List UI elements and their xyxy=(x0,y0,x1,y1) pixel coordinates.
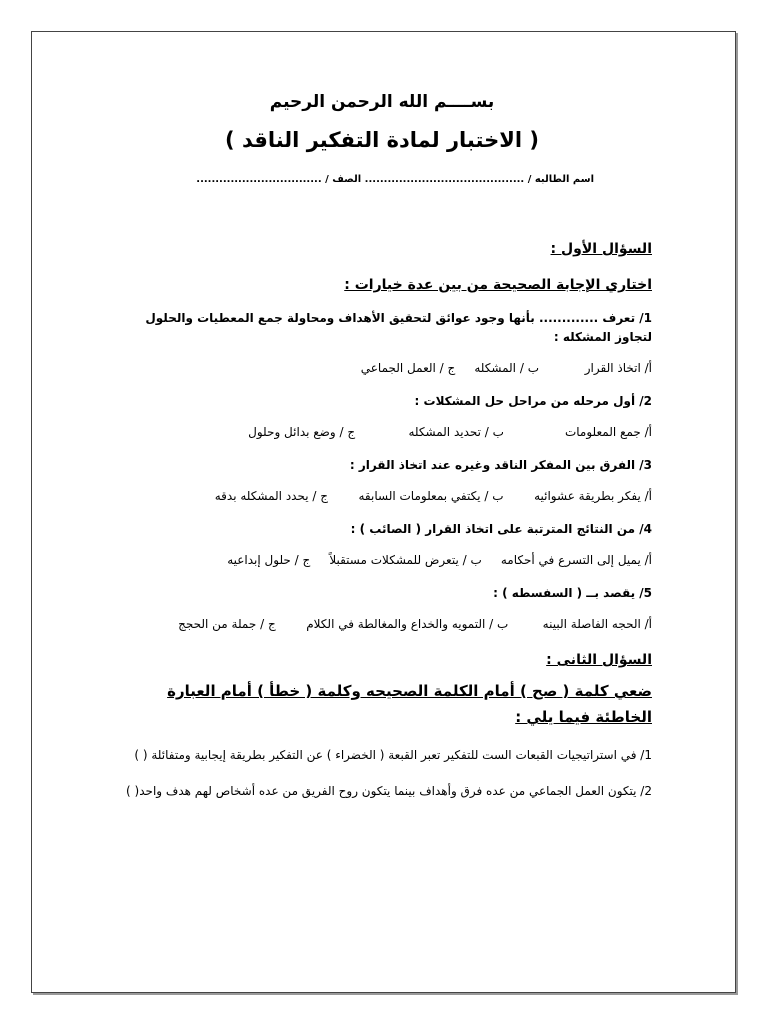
q1-item-5-options: أ/ الحجه الفاصلة البينه ب / التمويه والخداع والمغالطة في الكلام ج / جملة من الحجج xyxy=(178,617,652,631)
exam-title: ( الاختبار لمادة التفكير الناقد ) xyxy=(225,128,539,152)
question2-instruction: ضعي كلمة ( صح ) أمام الكلمة الصحيحه وكلمة ( خطأ ) أمام العبارة الخاطئة فيما يلي : xyxy=(167,682,652,726)
q2-statement-2: 2/ يتكون العمل الجماعي من عده فرق وأهداف بينما يتكون روح الفريق من عده أشخاص لهم هدف واحد( ) xyxy=(126,784,652,798)
q1-item-5-question: 5/ يقصد بــ ( السفسطه ) : xyxy=(493,586,652,600)
q1-item-1-options: أ/ اتخاذ القرار ب / المشكله ج / العمل الجماعي xyxy=(360,361,652,375)
q1-item-2-options: أ/ جمع المعلومات ب / تحديد المشكله ج / وضع بدائل وحلول xyxy=(248,425,652,439)
q1-item-1-question: 1/ تعرف ............. بأنها وجود عوائق لتحقيق الأهداف ومحاولة جمع المعطيات والحلول لتجاوز المشكله : xyxy=(145,311,652,344)
exam-document xyxy=(112,84,652,802)
basmala: بســــم الله الرحمن الرحيم xyxy=(269,92,495,112)
q2-statement-1: 1/ في استراتيجيات القبعات الست للتفكير تعبر القبعة ( الخضراء ) عن التفكير بطريقة إيجابية ومتفائلة ( ) xyxy=(134,748,652,762)
q1-item-3-options: أ/ يفكر بطريقة عشوائيه ب / يكتفي بمعلومات السابقه ج / يحدد المشكله بدقه xyxy=(214,489,652,503)
question1-heading: السؤال الأول : xyxy=(550,241,652,257)
question2-heading: السؤال الثانى : xyxy=(546,652,652,668)
q1-item-2-question: 2/ أول مرحله من مراحل حل المشكلات : xyxy=(414,394,652,408)
q1-item-4-question: 4/ من النتائج المترتبة على اتخاذ القرار ( الصائب ) : xyxy=(350,522,652,536)
q1-item-3-question: 3/ الفرق بين المفكر الناقد وغيره عند اتخاذ القرار : xyxy=(349,458,652,472)
question1-instruction: اختاري الإجابة الصحيحة من بين عدة خيارات : xyxy=(344,277,652,293)
q1-item-4-options: أ/ يميل إلى التسرع في أحكامه ب / يتعرض للمشكلات مستقبلاً ج / حلول إبداعيه xyxy=(227,553,652,567)
student-info-line: اسم الطالبه / .......................................... الصف / ................................. xyxy=(196,174,594,185)
